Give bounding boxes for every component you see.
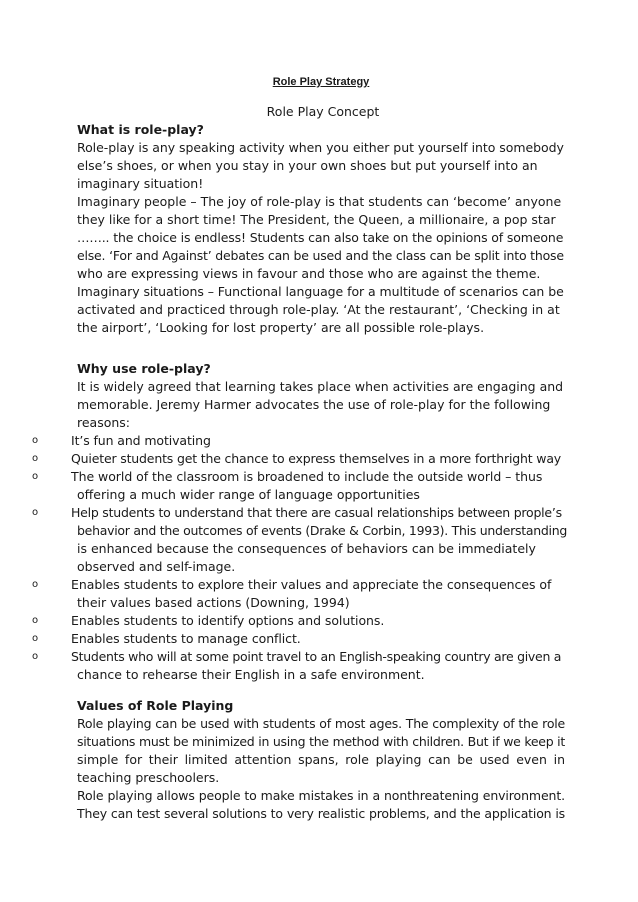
text-line: Role playing can be used with students of most ages. The complexity of the role	[77, 716, 565, 731]
bullet-marker: o	[32, 471, 39, 482]
text-line: the airport’, ‘Looking for lost property’ are all possible role-plays.	[77, 320, 485, 335]
bullet-marker: o	[32, 615, 39, 626]
text-line: They can test several solutions to very realistic problems, and the application is	[77, 806, 565, 821]
document-subtitle: Role Play Concept	[266, 104, 380, 119]
text-line: who are expressing views in favour and those who are against the theme.	[77, 266, 541, 281]
paragraph-imaginary-people	[77, 193, 565, 283]
text-line: The world of the classroom is broadened to include the outside world – thus	[71, 469, 543, 484]
text-line: memorable. Jeremy Harmer advocates the use of role-play for the following	[77, 397, 551, 412]
text-line: Quieter students get the chance to express themselves in a more forthright way	[71, 451, 562, 466]
text-line: Help students to understand that there are casual relationships between prople’s	[71, 505, 562, 520]
list-item	[32, 648, 565, 684]
text-line: …….. the choice is endless! Students can also take on the opinions of someone	[77, 230, 564, 245]
section-heading-why-use-role-play: Why use role-play?	[77, 361, 211, 376]
document-body	[32, 121, 568, 823]
list-item	[32, 612, 565, 630]
text-line: reasons:	[77, 415, 131, 430]
spacer	[77, 684, 565, 693]
section-heading-what-is-role-play: What is role-play?	[77, 122, 204, 137]
text-line: else. ‘For and Against’ debates can be used and the class can be split into those	[77, 248, 564, 263]
text-line: teaching preschoolers.	[77, 770, 220, 785]
paragraph-why-intro	[77, 378, 565, 432]
bullet-marker: o	[32, 651, 39, 662]
list-item	[32, 432, 565, 450]
text-line: chance to rehearse their English in a safe environment.	[77, 667, 425, 682]
text-line: It’s fun and motivating	[71, 433, 211, 448]
bullet-marker: o	[32, 579, 39, 590]
paragraph-imaginary-situations	[77, 283, 565, 337]
list-item	[32, 468, 565, 504]
bullet-marker: o	[32, 453, 39, 464]
text-line: Students who will at some point travel to an English-speaking country are given a	[71, 649, 562, 664]
paragraph-definition	[77, 139, 565, 193]
spacer	[77, 337, 565, 355]
list-item	[32, 450, 565, 468]
list-item	[32, 504, 568, 576]
document-title: Role Play Strategy	[272, 76, 370, 88]
bullet-marker: o	[32, 633, 39, 644]
list-item	[32, 576, 565, 612]
text-line: else’s shoes, or when you stay in your own shoes but put yourself into an	[77, 158, 538, 173]
bullet-marker: o	[32, 435, 39, 446]
text-line: Role playing allows people to make mistakes in a nonthreatening environment.	[77, 788, 565, 803]
section-heading-values-of-role-playing: Values of Role Playing	[77, 698, 234, 713]
text-line: simple for their limited attention spans, role playing can be used even in	[77, 752, 565, 767]
text-line: they like for a short time! The President, the Queen, a millionaire, a pop star	[77, 212, 556, 227]
text-line: is enhanced because the consequences of behaviors can be immediately	[77, 541, 536, 556]
text-line: Imaginary situations – Functional language for a multitude of scenarios can be	[77, 284, 564, 299]
text-line: Imaginary people – The joy of role-play is that students can ‘become’ anyone	[77, 194, 562, 209]
paragraph-values-ages	[77, 715, 565, 787]
text-line: imaginary situation!	[77, 176, 204, 191]
text-line: Enables students to identify options and solutions.	[71, 613, 385, 628]
text-line: It is widely agreed that learning takes place when activities are engaging and	[77, 379, 564, 394]
text-line: offering a much wider range of language opportunities	[77, 487, 420, 502]
text-line: activated and practiced through role-play. ‘At the restaurant’, ‘Checking in at	[77, 302, 560, 317]
reasons-list	[32, 432, 568, 684]
paragraph-values-mistakes	[77, 787, 565, 823]
text-line: Role-play is any speaking activity when you either put yourself into somebody	[77, 140, 564, 155]
text-line: behavior and the outcomes of events (Drake & Corbin, 1993). This understanding	[77, 523, 568, 538]
bullet-marker: o	[32, 507, 39, 518]
text-line: observed and self-image.	[77, 559, 236, 574]
text-line: Enables students to manage conflict.	[71, 631, 301, 646]
text-line: Enables students to explore their values and appreciate the consequences of	[71, 577, 552, 592]
text-line: situations must be minimized in using the method with children. But if we keep it	[77, 734, 565, 749]
list-item	[32, 630, 565, 648]
text-line: their values based actions (Downing, 1994)	[77, 595, 350, 610]
